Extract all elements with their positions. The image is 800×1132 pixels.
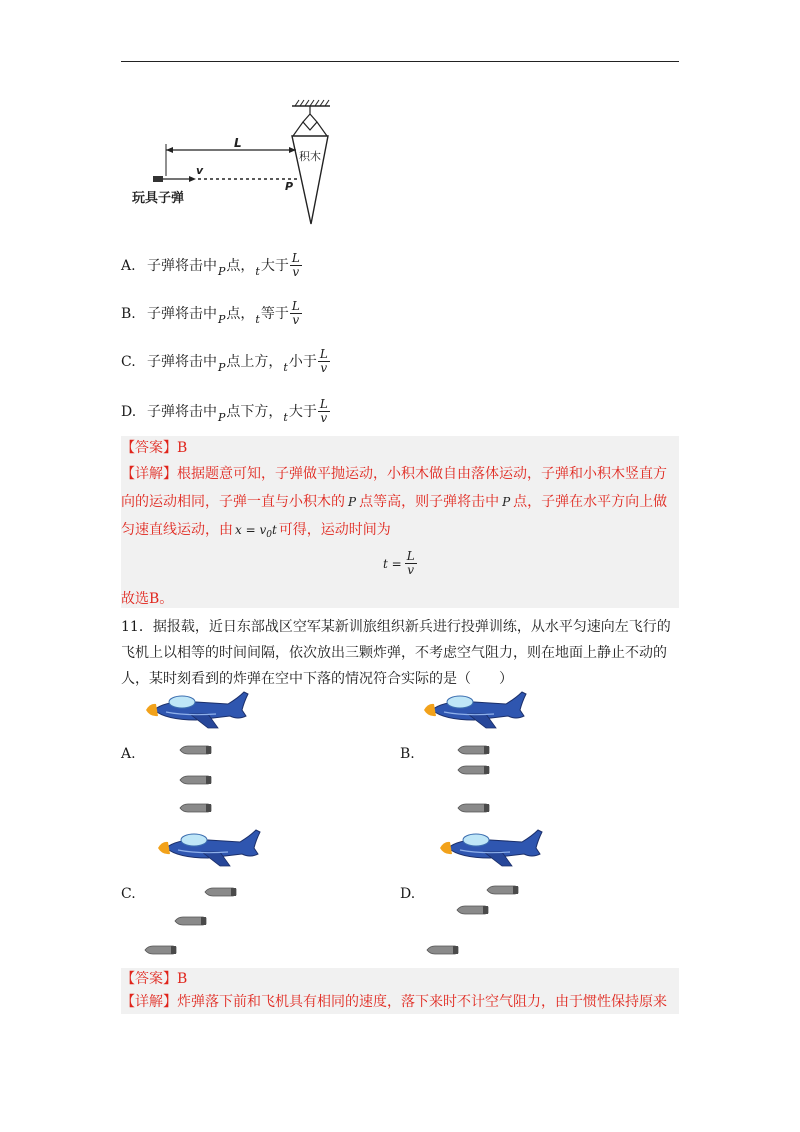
bomb-icon: [487, 886, 521, 896]
detail-line-2: 向的运动相同，子弹一直与小积木的 P 点等高，则子弹将击中 P 点，子弹在水平方向上做: [121, 494, 668, 510]
fraction-l-over-v: $\frac{L}{v}$: [291, 299, 300, 327]
plane-icon: [146, 690, 256, 732]
bomb-icon: [145, 946, 179, 956]
option-d[interactable]: D. 子弹将击中 P 点下方， t 大于 $\frac{L}{v}$: [121, 397, 328, 425]
answer-tag: 【答案】B: [121, 971, 188, 987]
option-a[interactable]: A. 子弹将击中 P 点， t 大于 $\frac{L}{v}$: [121, 251, 300, 279]
question-11: 11．据报载，近日东部战区空军某新训旅组织新兵进行投弹训练，从水平匀速向左飞行的 飞机上以相等的时间间隔，依次放出三颗炸弹，不考虑空气阻力，则在地面上静止不动的 人，某时刻看到的炸弹在空中下落的情况符合实际的是（ ）: [121, 619, 671, 687]
bomb-icon: [175, 917, 209, 927]
plane-icon: [440, 828, 550, 870]
toy-bullet-diagram: [132, 92, 350, 232]
plane-icon: [424, 690, 534, 732]
bomb-icon: [180, 746, 214, 756]
formula-x-v0-t: $x = v_0t$: [235, 523, 277, 540]
bomb-icon: [427, 946, 461, 956]
bullet-label: 玩具子弹: [132, 191, 185, 206]
detail-line-3: 匀速直线运动，由 $x = v_0t$ 可得，运动时间为: [121, 522, 391, 540]
bomb-icon: [458, 746, 492, 756]
answer-box-q10: [121, 436, 679, 608]
option-b[interactable]: B. 子弹将击中 P 点， t 等于 $\frac{L}{v}$: [121, 299, 300, 327]
answer-box-q11: [121, 968, 679, 1014]
choice-b-label[interactable]: B.: [400, 746, 415, 762]
velocity-label: v: [196, 164, 204, 177]
bomb-icon: [457, 906, 491, 916]
plane-icon: [158, 828, 268, 870]
answer-tag: 【答案】B: [121, 440, 188, 456]
choice-c-label[interactable]: C.: [121, 886, 136, 902]
bomb-icon: [458, 766, 492, 776]
fraction-l-over-v: $\frac{L}{v}$: [291, 251, 300, 279]
choice-d-label[interactable]: D.: [400, 886, 416, 902]
fraction-l-over-v: $\frac{L}{v}$: [319, 397, 328, 425]
bullet-shape: [153, 176, 163, 182]
block-label: 积木: [299, 150, 321, 163]
fraction-l-over-v: $\frac{L}{v}$: [319, 347, 328, 375]
detail-line-1: 【详解】炸弹落下前和飞机具有相同的速度，落下来时不计空气阻力，由于惯性保持原来: [121, 994, 667, 1010]
bomb-icon: [458, 804, 492, 814]
option-c[interactable]: C. 子弹将击中 P 点上方， t 小于 $\frac{L}{v}$: [121, 347, 328, 375]
detail-line-1: 【详解】根据题意可知，子弹做平抛运动，小积木做自由落体运动，子弹和小积木竖直方: [121, 466, 667, 482]
conclusion: 故选B。: [121, 591, 174, 607]
bomb-icon: [180, 804, 214, 814]
length-label: L: [234, 136, 242, 150]
bomb-icon: [205, 888, 239, 898]
choice-a-label[interactable]: A.: [121, 746, 136, 762]
header-rule: [121, 61, 679, 62]
bomb-icon: [180, 776, 214, 786]
formula-t-equals-l-over-v: t = $\frac{L}{v}$: [383, 549, 415, 577]
point-p-label: P: [285, 180, 294, 193]
